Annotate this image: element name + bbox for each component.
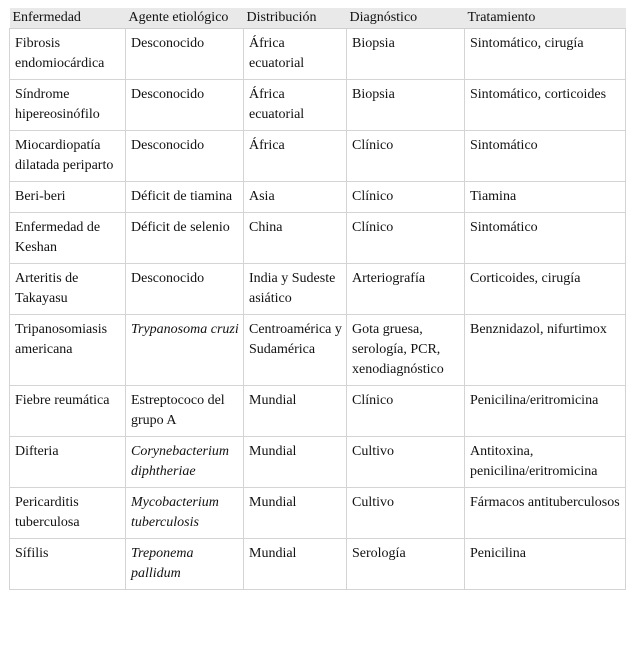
cell-enfermedad: Miocardiopatía dilatada periparto	[10, 131, 126, 182]
cell-enfermedad: Sífilis	[10, 539, 126, 590]
table-row	[10, 437, 626, 488]
cell-agente: Corynebacterium diphtheriae	[126, 437, 244, 488]
cell-enfermedad: Fibrosis endomiocárdica	[10, 29, 126, 80]
column-header-tratamiento: Tratamiento	[465, 8, 626, 29]
cell-diagnostico: Clínico	[347, 386, 465, 437]
cell-enfermedad: Difteria	[10, 437, 126, 488]
cell-enfermedad: Fiebre reumática	[10, 386, 126, 437]
cell-agente: Treponema pallidum	[126, 539, 244, 590]
cell-diagnostico: Gota gruesa, serología, PCR, xenodiagnóstico	[347, 315, 465, 386]
table-container	[9, 8, 625, 590]
table-row	[10, 131, 626, 182]
cell-diagnostico: Biopsia	[347, 29, 465, 80]
cell-agente: Déficit de selenio	[126, 213, 244, 264]
cell-enfermedad: Beri-beri	[10, 182, 126, 213]
cell-tratamiento: Penicilina/eritromicina	[465, 386, 626, 437]
table-row	[10, 539, 626, 590]
cell-tratamiento: Fármacos antituberculosos	[465, 488, 626, 539]
table-row	[10, 213, 626, 264]
cell-agente: Desconocido	[126, 80, 244, 131]
table-row	[10, 182, 626, 213]
cell-distribucion: África ecuatorial	[244, 80, 347, 131]
column-header-agente: Agente etiológico	[126, 8, 244, 29]
cell-tratamiento: Penicilina	[465, 539, 626, 590]
cell-agente: Estreptococo del grupo A	[126, 386, 244, 437]
cell-enfermedad: Síndrome hipereosinófilo	[10, 80, 126, 131]
cell-diagnostico: Clínico	[347, 213, 465, 264]
cell-tratamiento: Tiamina	[465, 182, 626, 213]
table-header-row	[10, 8, 626, 29]
cell-enfermedad: Arteritis de Takayasu	[10, 264, 126, 315]
cell-diagnostico: Arteriografía	[347, 264, 465, 315]
cell-distribucion: Mundial	[244, 488, 347, 539]
cell-tratamiento: Sintomático, cirugía	[465, 29, 626, 80]
cell-tratamiento: Sintomático, corticoides	[465, 80, 626, 131]
cell-agente: Déficit de tiamina	[126, 182, 244, 213]
cell-enfermedad: Enfermedad de Keshan	[10, 213, 126, 264]
cell-diagnostico: Cultivo	[347, 488, 465, 539]
cell-distribucion: Asia	[244, 182, 347, 213]
diseases-table	[9, 8, 626, 590]
cell-diagnostico: Cultivo	[347, 437, 465, 488]
cell-tratamiento: Corticoides, cirugía	[465, 264, 626, 315]
cell-diagnostico: Clínico	[347, 131, 465, 182]
table-row	[10, 386, 626, 437]
cell-agente: Trypanosoma cruzi	[126, 315, 244, 386]
cell-enfermedad: Pericarditis tuberculosa	[10, 488, 126, 539]
cell-tratamiento: Antitoxina, penicilina/eritromicina	[465, 437, 626, 488]
table-row	[10, 80, 626, 131]
cell-agente: Desconocido	[126, 264, 244, 315]
cell-distribucion: Mundial	[244, 437, 347, 488]
column-header-enfermedad: Enfermedad	[10, 8, 126, 29]
table-row	[10, 264, 626, 315]
cell-agente: Desconocido	[126, 29, 244, 80]
cell-distribucion: Centroamérica y Sudamérica	[244, 315, 347, 386]
table-row	[10, 315, 626, 386]
column-header-diagnostico: Diagnóstico	[347, 8, 465, 29]
cell-enfermedad: Tripanosomiasis americana	[10, 315, 126, 386]
table-row	[10, 488, 626, 539]
cell-distribucion: Mundial	[244, 539, 347, 590]
cell-distribucion: Mundial	[244, 386, 347, 437]
cell-distribucion: India y Sudeste asiático	[244, 264, 347, 315]
cell-distribucion: China	[244, 213, 347, 264]
cell-distribucion: África	[244, 131, 347, 182]
cell-tratamiento: Sintomático	[465, 213, 626, 264]
table-row	[10, 29, 626, 80]
cell-agente: Mycobacterium tuberculosis	[126, 488, 244, 539]
cell-agente: Desconocido	[126, 131, 244, 182]
cell-tratamiento: Sintomático	[465, 131, 626, 182]
cell-diagnostico: Clínico	[347, 182, 465, 213]
cell-tratamiento: Benznidazol, nifurtimox	[465, 315, 626, 386]
column-header-distribucion: Distribución	[244, 8, 347, 29]
cell-distribucion: África ecuatorial	[244, 29, 347, 80]
cell-diagnostico: Biopsia	[347, 80, 465, 131]
cell-diagnostico: Serología	[347, 539, 465, 590]
